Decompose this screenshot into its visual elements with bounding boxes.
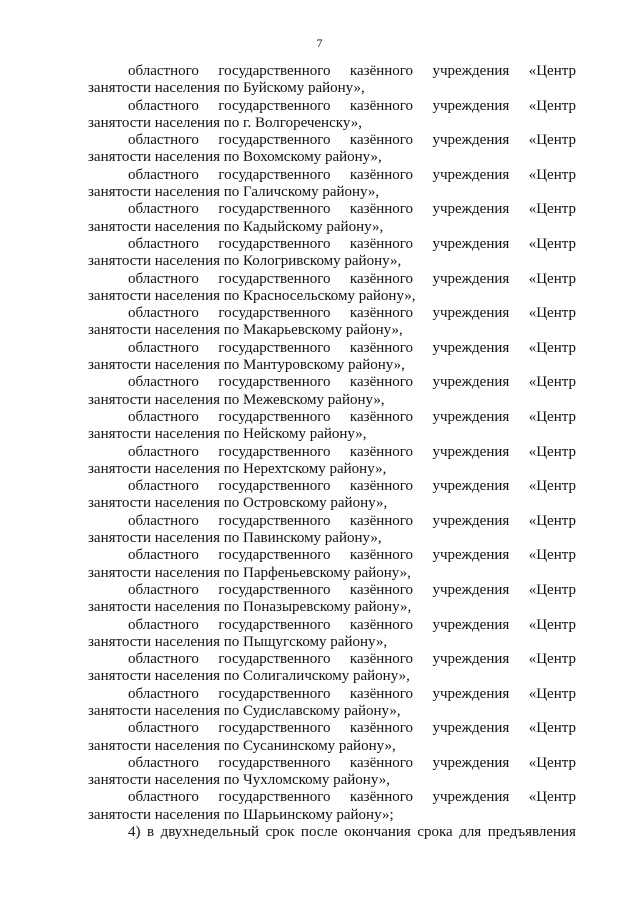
entry-word: областного — [128, 547, 199, 564]
entry-second-line: занятости населения по Чухломскому району», — [88, 772, 390, 789]
entry-word: «Центр — [528, 547, 576, 564]
entry-second-line: занятости населения по Судиславскому району», — [88, 702, 401, 719]
entry-word: учреждения — [432, 651, 510, 668]
entry-word: областного — [128, 201, 199, 218]
entry-word: «Центр — [528, 201, 576, 218]
entry-word: казённого — [349, 616, 414, 633]
entry-first-line — [88, 98, 576, 115]
list-item — [88, 789, 576, 824]
entry-word: казённого — [349, 235, 414, 252]
entry-first-line — [88, 582, 576, 599]
entry-word: «Центр — [528, 512, 576, 529]
entry-first-line — [88, 271, 576, 288]
entry-word: казённого — [349, 547, 414, 564]
entry-first-line — [88, 478, 576, 495]
entry-word: казённого — [349, 408, 414, 425]
entry-word: областного — [128, 512, 199, 529]
list-item — [88, 409, 576, 444]
list-item — [88, 582, 576, 617]
entry-word: «Центр — [528, 97, 576, 114]
entry-word: учреждения — [432, 478, 510, 495]
entry-first-line — [88, 720, 576, 737]
list-item — [88, 63, 576, 98]
entry-word: «Центр — [528, 616, 576, 633]
entry-word: учреждения — [432, 63, 510, 79]
entry-word: областного — [128, 132, 199, 149]
entry-second-line: занятости населения по Красносельскому району», — [88, 287, 416, 304]
page-number: 7 — [316, 36, 323, 50]
entry-word: «Центр — [528, 305, 576, 322]
entry-first-line — [88, 513, 576, 530]
entry-word: казённого — [349, 720, 414, 737]
entry-first-line — [88, 789, 576, 806]
entry-word: учреждения — [432, 581, 510, 598]
entry-word: учреждения — [432, 443, 510, 460]
entry-word: казённого — [349, 166, 414, 183]
entry-word: «Центр — [528, 339, 576, 356]
entry-word: «Центр — [528, 754, 576, 771]
list-item — [88, 201, 576, 236]
entry-word: казённого — [349, 201, 414, 218]
entry-word: казённого — [349, 443, 414, 460]
paragraph-item-4 — [88, 824, 576, 841]
entry-word: казённого — [349, 512, 414, 529]
entry-word: государственного — [218, 374, 331, 391]
entry-first-line — [88, 63, 576, 80]
paragraph-word: в — [146, 824, 155, 841]
entry-word: учреждения — [432, 408, 510, 425]
entry-word: «Центр — [528, 408, 576, 425]
list-item — [88, 340, 576, 375]
entry-word: «Центр — [528, 651, 576, 668]
entry-word: учреждения — [432, 235, 510, 252]
entry-word: учреждения — [432, 97, 510, 114]
entry-word: «Центр — [528, 720, 576, 737]
list-item — [88, 617, 576, 652]
paragraph-word: срок — [265, 824, 295, 841]
entry-word: «Центр — [528, 166, 576, 183]
entry-word: областного — [128, 235, 199, 252]
list-item — [88, 132, 576, 167]
entry-word: казённого — [349, 63, 414, 79]
paragraph-word: срока — [417, 824, 453, 841]
list-item — [88, 720, 576, 755]
entry-word: областного — [128, 166, 199, 183]
entry-word: «Центр — [528, 63, 576, 79]
entry-word: областного — [128, 720, 199, 737]
paragraph-word: окончания — [344, 824, 411, 841]
entry-first-line — [88, 201, 576, 218]
entry-word: государственного — [218, 685, 331, 702]
entry-first-line — [88, 340, 576, 357]
entry-word: государственного — [218, 97, 331, 114]
entry-second-line: занятости населения по Сусанинскому району», — [88, 737, 396, 754]
entry-word: «Центр — [528, 270, 576, 287]
entry-word: казённого — [349, 339, 414, 356]
entry-word: областного — [128, 270, 199, 287]
entry-word: «Центр — [528, 685, 576, 702]
paragraph-word: двухнедельный — [160, 824, 259, 841]
entry-first-line — [88, 236, 576, 253]
entry-word: государственного — [218, 201, 331, 218]
entry-word: областного — [128, 374, 199, 391]
entry-word: учреждения — [432, 512, 510, 529]
entry-word: казённого — [349, 685, 414, 702]
entry-word: учреждения — [432, 374, 510, 391]
entry-word: «Центр — [528, 478, 576, 495]
entry-word: учреждения — [432, 685, 510, 702]
entry-word: областного — [128, 478, 199, 495]
entry-word: областного — [128, 754, 199, 771]
entry-word: государственного — [218, 339, 331, 356]
entry-word: «Центр — [528, 235, 576, 252]
entry-word: казённого — [349, 478, 414, 495]
entry-word: государственного — [218, 789, 331, 806]
entry-second-line: занятости населения по Буйскому району», — [88, 80, 365, 97]
list-item — [88, 236, 576, 271]
entry-second-line: занятости населения по Нейскому району», — [88, 426, 367, 443]
entry-first-line — [88, 617, 576, 634]
entry-word: государственного — [218, 443, 331, 460]
entry-word: областного — [128, 63, 199, 79]
entry-word: учреждения — [432, 201, 510, 218]
paragraph-word: для — [459, 824, 482, 841]
entry-second-line: занятости населения по Макарьевскому району», — [88, 322, 403, 339]
paragraph-word: 4) — [128, 824, 141, 841]
entry-word: государственного — [218, 616, 331, 633]
entry-second-line: занятости населения по Галичскому району», — [88, 184, 380, 201]
list-item — [88, 374, 576, 409]
entry-word: областного — [128, 443, 199, 460]
entry-word: областного — [128, 685, 199, 702]
entry-word: государственного — [218, 720, 331, 737]
entry-second-line: занятости населения по Шарьинскому району»; — [88, 806, 394, 823]
entry-word: «Центр — [528, 443, 576, 460]
entry-word: государственного — [218, 478, 331, 495]
list-item — [88, 444, 576, 479]
entry-word: областного — [128, 651, 199, 668]
entry-first-line — [88, 547, 576, 564]
entry-second-line: занятости населения по Вохомскому району», — [88, 149, 382, 166]
entry-word: государственного — [218, 305, 331, 322]
entry-word: учреждения — [432, 270, 510, 287]
entry-word: областного — [128, 339, 199, 356]
paragraph-word: предъявления — [487, 824, 576, 841]
entry-word: государственного — [218, 166, 331, 183]
entry-word: областного — [128, 616, 199, 633]
entry-word: учреждения — [432, 339, 510, 356]
entry-word: учреждения — [432, 754, 510, 771]
entry-word: казённого — [349, 789, 414, 806]
entry-word: казённого — [349, 754, 414, 771]
entry-word: казённого — [349, 651, 414, 668]
entry-word: государственного — [218, 408, 331, 425]
entry-second-line: занятости населения по Поназыревскому району», — [88, 599, 412, 616]
entry-word: государственного — [218, 235, 331, 252]
paragraph-word: после — [300, 824, 338, 841]
entry-word: учреждения — [432, 132, 510, 149]
entry-first-line — [88, 374, 576, 391]
entry-second-line: занятости населения по Пыщугскому району», — [88, 633, 388, 650]
entry-word: государственного — [218, 581, 331, 598]
entry-first-line — [88, 755, 576, 772]
entry-word: казённого — [349, 270, 414, 287]
list-item — [88, 547, 576, 582]
entry-second-line: занятости населения по Парфеньевскому району», — [88, 564, 411, 581]
entry-word: учреждения — [432, 616, 510, 633]
entry-second-line: занятости населения по Нерехтскому району», — [88, 460, 387, 477]
list-item — [88, 167, 576, 202]
list-item — [88, 271, 576, 306]
entry-first-line — [88, 167, 576, 184]
list-item — [88, 686, 576, 721]
entry-word: государственного — [218, 132, 331, 149]
list-item — [88, 305, 576, 340]
entry-word: казённого — [349, 305, 414, 322]
entry-first-line — [88, 651, 576, 668]
entry-word: областного — [128, 408, 199, 425]
entry-word: государственного — [218, 512, 331, 529]
entry-word: государственного — [218, 651, 331, 668]
document-body — [88, 63, 576, 841]
entry-word: государственного — [218, 547, 331, 564]
entry-word: областного — [128, 581, 199, 598]
entry-word: областного — [128, 97, 199, 114]
entry-word: казённого — [349, 581, 414, 598]
entry-second-line: занятости населения по Мантуровскому району», — [88, 357, 405, 374]
entry-word: государственного — [218, 754, 331, 771]
entry-word: «Центр — [528, 132, 576, 149]
list-item — [88, 755, 576, 790]
entry-word: учреждения — [432, 789, 510, 806]
entry-first-line — [88, 305, 576, 322]
entry-word: государственного — [218, 270, 331, 287]
list-item — [88, 478, 576, 513]
entry-word: казённого — [349, 374, 414, 391]
list-item — [88, 651, 576, 686]
entry-word: учреждения — [432, 547, 510, 564]
entry-word: учреждения — [432, 305, 510, 322]
entry-word: «Центр — [528, 581, 576, 598]
entry-second-line: занятости населения по Солигаличскому району», — [88, 668, 410, 685]
entry-second-line: занятости населения по Кадыйскому району», — [88, 218, 384, 235]
entry-word: «Центр — [528, 374, 576, 391]
entry-word: областного — [128, 305, 199, 322]
entry-word: учреждения — [432, 166, 510, 183]
entry-word: государственного — [218, 63, 331, 79]
entry-second-line: занятости населения по Межевскому району», — [88, 391, 385, 408]
list-item — [88, 513, 576, 548]
entry-word: казённого — [349, 97, 414, 114]
entry-second-line: занятости населения по Павинскому району», — [88, 530, 382, 547]
entry-second-line: занятости населения по Кологривскому району», — [88, 253, 402, 270]
entry-first-line — [88, 686, 576, 703]
entry-first-line — [88, 132, 576, 149]
entry-word: учреждения — [432, 720, 510, 737]
entry-word: «Центр — [528, 789, 576, 806]
entry-second-line: занятости населения по г. Волгореченску», — [88, 114, 362, 131]
entry-word: казённого — [349, 132, 414, 149]
entry-first-line — [88, 444, 576, 461]
list-item — [88, 98, 576, 133]
entry-word: областного — [128, 789, 199, 806]
entry-second-line: занятости населения по Островскому району», — [88, 495, 388, 512]
entry-first-line — [88, 409, 576, 426]
